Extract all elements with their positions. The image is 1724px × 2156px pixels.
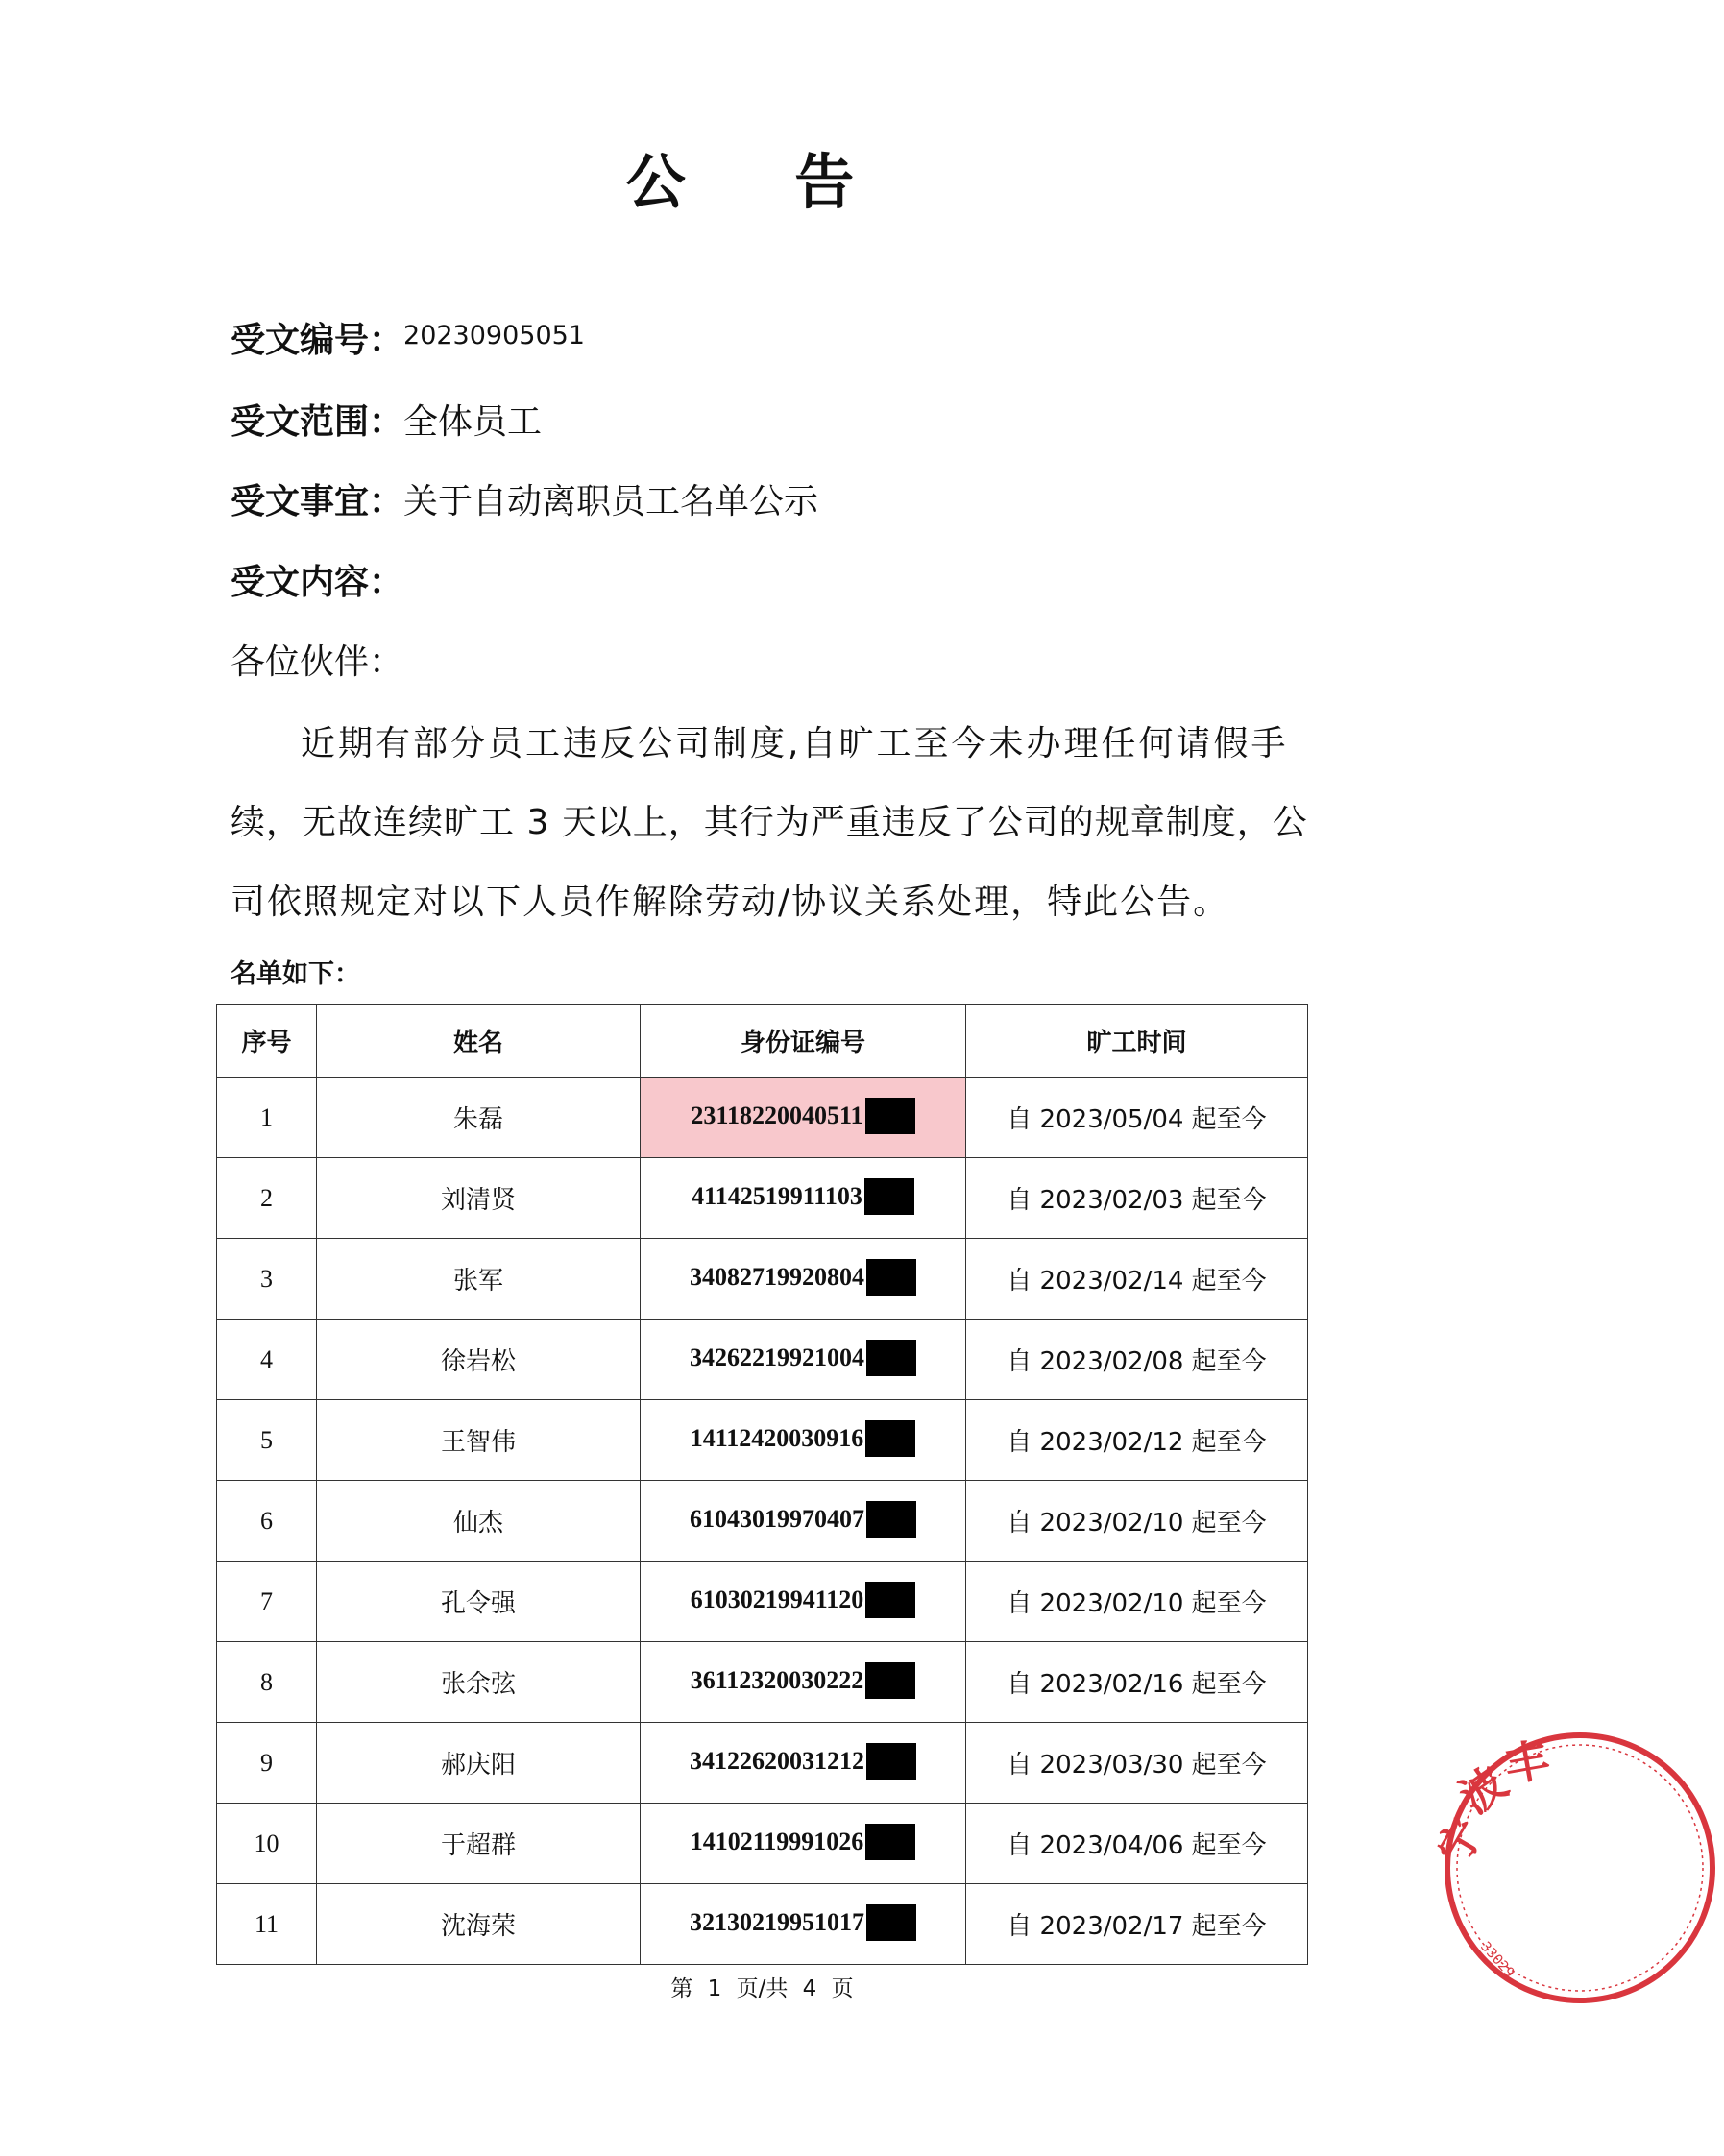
cell-absence-period: 自 2023/02/10 起至今 bbox=[966, 1562, 1308, 1642]
meta-value: 全体员工 bbox=[403, 402, 543, 442]
meta-value: 关于自动离职员工名单公示 bbox=[403, 482, 819, 521]
cell-id-number bbox=[641, 1723, 966, 1804]
cell-name: 沈海荣 bbox=[317, 1884, 641, 1965]
cell-seq: 9 bbox=[217, 1723, 317, 1804]
meta-label: 受文事宜： bbox=[231, 482, 404, 521]
table-row bbox=[217, 1804, 1308, 1884]
cell-absence-period: 自 2023/02/12 起至今 bbox=[966, 1400, 1308, 1481]
cell-absence-period: 自 2023/02/14 起至今 bbox=[966, 1239, 1308, 1320]
seal-glyph: 丰 bbox=[1500, 1732, 1554, 1792]
seal-glyph: 宁 bbox=[1426, 1808, 1494, 1874]
cell-absence-period: 自 2023/02/10 起至今 bbox=[966, 1481, 1308, 1562]
redaction-block bbox=[866, 1743, 916, 1780]
cell-name: 刘清贤 bbox=[317, 1158, 641, 1239]
cell-absence-period: 自 2023/04/06 起至今 bbox=[966, 1804, 1308, 1884]
notice-title: 公 告 bbox=[625, 147, 899, 217]
id-number-text: 23118220040511 bbox=[691, 1101, 863, 1129]
redaction-block bbox=[866, 1501, 916, 1538]
id-number-text: 14112420030916 bbox=[690, 1423, 864, 1452]
page-footer: 第 1 页/共 4 页 bbox=[670, 1976, 854, 2001]
cell-seq: 2 bbox=[217, 1158, 317, 1239]
table-row bbox=[217, 1562, 1308, 1642]
cell-name: 张余弦 bbox=[317, 1642, 641, 1723]
redaction-block bbox=[865, 1582, 915, 1618]
id-number-text: 34082719920804 bbox=[690, 1262, 864, 1291]
redaction-block bbox=[866, 1259, 916, 1296]
header-name: 姓名 bbox=[317, 1005, 641, 1078]
table-row bbox=[217, 1481, 1308, 1562]
cell-seq: 11 bbox=[217, 1884, 317, 1965]
table-row bbox=[217, 1723, 1308, 1804]
cell-absence-period: 自 2023/02/08 起至今 bbox=[966, 1320, 1308, 1400]
id-number-text: 61030219941120 bbox=[690, 1585, 864, 1613]
id-number-text: 36112320030222 bbox=[690, 1665, 864, 1694]
cell-name: 徐岩松 bbox=[317, 1320, 641, 1400]
header-id: 身份证编号 bbox=[641, 1005, 966, 1078]
redaction-block bbox=[865, 1824, 915, 1860]
table-row bbox=[217, 1158, 1308, 1239]
cell-name: 于超群 bbox=[317, 1804, 641, 1884]
cell-id-number bbox=[641, 1158, 966, 1239]
meta-value: 20230905051 bbox=[403, 321, 585, 351]
table-row bbox=[217, 1239, 1308, 1320]
body-line-2: 续，无故连续旷工 3 天以上，其行为严重违反了公司的规章制度，公 bbox=[231, 803, 1308, 842]
table-row bbox=[217, 1078, 1308, 1158]
redaction-block bbox=[865, 1098, 915, 1134]
meta-label: 受文编号： bbox=[231, 321, 404, 360]
cell-seq: 3 bbox=[217, 1239, 317, 1320]
cell-seq: 7 bbox=[217, 1562, 317, 1642]
table-row bbox=[217, 1884, 1308, 1965]
cell-name: 朱磊 bbox=[317, 1078, 641, 1158]
redaction-block bbox=[866, 1904, 916, 1941]
redaction-block bbox=[866, 1340, 916, 1376]
table-row bbox=[217, 1642, 1308, 1723]
meta-label: 受文范围： bbox=[231, 402, 404, 442]
cell-id-number bbox=[641, 1884, 966, 1965]
id-number-text: 14102119991026 bbox=[690, 1827, 864, 1855]
cell-id-number bbox=[641, 1078, 966, 1158]
id-number-text: 34262219921004 bbox=[690, 1343, 864, 1371]
redaction-block bbox=[865, 1420, 915, 1457]
body-line-3: 司依照规定对以下人员作解除劳动/协议关系处理，特此公告。 bbox=[231, 883, 1230, 922]
meta-label: 受文内容： bbox=[231, 563, 404, 602]
seal-number: 33029 bbox=[1477, 1938, 1518, 1981]
table-body bbox=[217, 1078, 1308, 1965]
cell-absence-period: 自 2023/02/17 起至今 bbox=[966, 1884, 1308, 1965]
header-seq: 序号 bbox=[217, 1005, 317, 1078]
cell-id-number bbox=[641, 1562, 966, 1642]
id-number-text: 34122620031212 bbox=[690, 1746, 864, 1775]
cell-absence-period: 自 2023/03/30 起至今 bbox=[966, 1723, 1308, 1804]
cell-name: 孔令强 bbox=[317, 1562, 641, 1642]
seal-glyph: 波 bbox=[1450, 1756, 1517, 1825]
meta-subject bbox=[231, 478, 818, 526]
cell-name: 王智伟 bbox=[317, 1400, 641, 1481]
cell-seq: 8 bbox=[217, 1642, 317, 1723]
cell-absence-period: 自 2023/02/16 起至今 bbox=[966, 1642, 1308, 1723]
cell-name: 郝庆阳 bbox=[317, 1723, 641, 1804]
body-line-1: 近期有部分员工违反公司制度,自旷工至今未办理任何请假手 bbox=[301, 724, 1289, 763]
cell-absence-period: 自 2023/02/03 起至今 bbox=[966, 1158, 1308, 1239]
cell-id-number bbox=[641, 1804, 966, 1884]
cell-seq: 1 bbox=[217, 1078, 317, 1158]
cell-absence-period: 自 2023/05/04 起至今 bbox=[966, 1078, 1308, 1158]
meta-scope bbox=[231, 399, 542, 447]
greeting: 各位伙伴： bbox=[231, 642, 404, 682]
cell-id-number bbox=[641, 1320, 966, 1400]
id-number-text: 61043019970407 bbox=[690, 1504, 864, 1533]
cell-id-number bbox=[641, 1239, 966, 1320]
cell-name: 张军 bbox=[317, 1239, 641, 1320]
cell-seq: 4 bbox=[217, 1320, 317, 1400]
id-number-text: 32130219951017 bbox=[690, 1907, 864, 1936]
cell-seq: 5 bbox=[217, 1400, 317, 1481]
table-row bbox=[217, 1320, 1308, 1400]
redaction-block bbox=[865, 1662, 915, 1699]
cell-seq: 6 bbox=[217, 1481, 317, 1562]
list-label: 名单如下： bbox=[231, 959, 360, 989]
cell-name: 仙杰 bbox=[317, 1481, 641, 1562]
cell-seq: 10 bbox=[217, 1804, 317, 1884]
cell-id-number bbox=[641, 1481, 966, 1562]
meta-content bbox=[231, 559, 403, 607]
id-number-text: 41142519911103 bbox=[692, 1181, 862, 1210]
employee-table bbox=[216, 1004, 1308, 1965]
redaction-block bbox=[864, 1178, 914, 1215]
company-seal bbox=[1426, 1724, 1724, 2012]
table-row bbox=[217, 1400, 1308, 1481]
table-header-row bbox=[217, 1005, 1308, 1078]
cell-id-number bbox=[641, 1642, 966, 1723]
cell-id-number bbox=[641, 1400, 966, 1481]
meta-document-number bbox=[231, 317, 585, 368]
header-period: 旷工时间 bbox=[966, 1005, 1308, 1078]
